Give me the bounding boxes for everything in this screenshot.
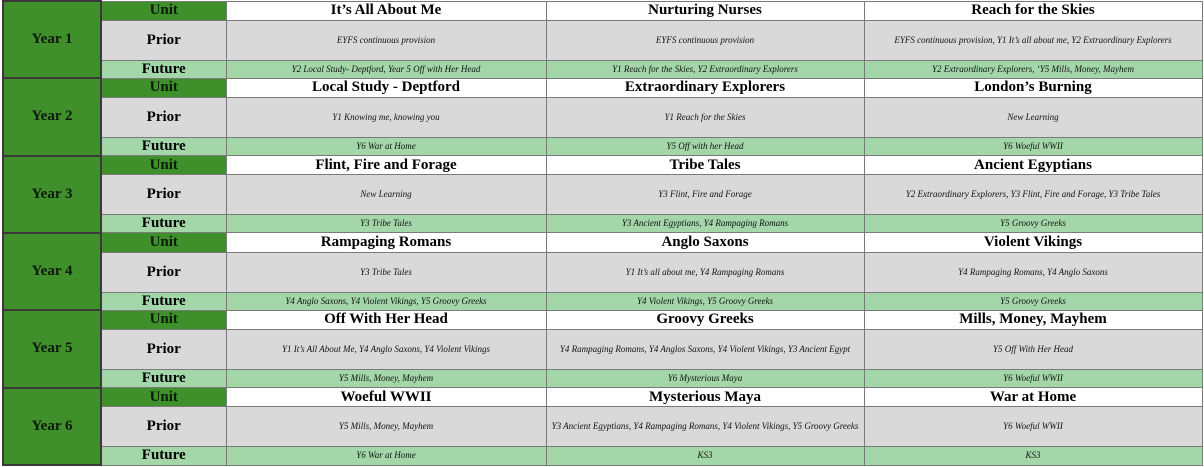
future-row-label: Future — [101, 215, 226, 233]
future-learning-cell: Y5 Off with her Head — [546, 138, 864, 156]
year-unit-row — [3, 310, 1202, 329]
prior-row-label: Prior — [101, 407, 226, 447]
future-row-label: Future — [101, 138, 226, 156]
unit-title: War at Home — [864, 388, 1202, 407]
year-label: Year 1 — [3, 1, 101, 78]
year-unit-row — [3, 233, 1202, 252]
future-learning-cell: Y6 War at Home — [226, 138, 546, 156]
year-label: Year 6 — [3, 388, 101, 465]
future-learning-cell: Y5 Mills, Money, Mayhem — [226, 370, 546, 388]
prior-learning-cell: Y2 Extraordinary Explorers, Y3 Flint, Fire and Forage, Y3 Tribe Tales — [864, 175, 1202, 215]
prior-learning-cell: Y1 It’s All About Me, Y4 Anglo Saxons, Y4 Violent Vikings — [226, 329, 546, 369]
future-learning-cell: Y6 Mysterious Maya — [546, 370, 864, 388]
prior-learning-cell: Y6 Woeful WWII — [864, 407, 1202, 447]
year-unit-row — [3, 388, 1202, 407]
year-label: Year 5 — [3, 310, 101, 387]
unit-title: Groovy Greeks — [546, 310, 864, 329]
prior-learning-cell: Y3 Tribe Tales — [226, 252, 546, 292]
year-label: Year 4 — [3, 233, 101, 310]
prior-learning-cell: EYFS continuous provision, Y1 It’s all about me, Y2 Extraordinary Explorers — [864, 20, 1202, 60]
future-row-label: Future — [101, 447, 226, 465]
year-future-row — [3, 60, 1202, 78]
prior-row-label: Prior — [101, 175, 226, 215]
prior-learning-cell: Y4 Rampaging Romans, Y4 Anglos Saxons, Y4 Violent Vikings, Y3 Ancient Egypt — [546, 329, 864, 369]
prior-learning-cell: Y4 Rampaging Romans, Y4 Anglo Saxons — [864, 252, 1202, 292]
year-prior-row — [3, 252, 1202, 292]
unit-title: Tribe Tales — [546, 156, 864, 175]
year-future-row — [3, 447, 1202, 465]
unit-title: Mysterious Maya — [546, 388, 864, 407]
unit-title: Off With Her Head — [226, 310, 546, 329]
unit-title: Local Study - Deptford — [226, 78, 546, 97]
prior-row-label: Prior — [101, 329, 226, 369]
future-row-label: Future — [101, 292, 226, 310]
year-prior-row — [3, 329, 1202, 369]
year-unit-row — [3, 78, 1202, 97]
year-prior-row — [3, 20, 1202, 60]
prior-row-label: Prior — [101, 252, 226, 292]
unit-title: It’s All About Me — [226, 1, 546, 20]
unit-row-label: Unit — [101, 78, 226, 97]
year-label: Year 3 — [3, 156, 101, 233]
unit-title: London’s Burning — [864, 78, 1202, 97]
future-learning-cell: Y5 Groovy Greeks — [864, 292, 1202, 310]
unit-title: Reach for the Skies — [864, 1, 1202, 20]
unit-title: Flint, Fire and Forage — [226, 156, 546, 175]
year-label: Year 2 — [3, 78, 101, 155]
curriculum-table-body — [3, 1, 1202, 465]
year-prior-row — [3, 175, 1202, 215]
unit-row-label: Unit — [101, 1, 226, 20]
unit-row-label: Unit — [101, 156, 226, 175]
year-future-row — [3, 138, 1202, 156]
unit-row-label: Unit — [101, 233, 226, 252]
prior-learning-cell: New Learning — [864, 97, 1202, 137]
year-future-row — [3, 370, 1202, 388]
future-row-label: Future — [101, 60, 226, 78]
future-learning-cell: Y2 Extraordinary Explorers, ‘Y5 Mills, Money, Mayhem — [864, 60, 1202, 78]
future-learning-cell: Y3 Ancient Egyptians, Y4 Rampaging Romans — [546, 215, 864, 233]
curriculum-table — [2, 0, 1203, 466]
year-unit-row — [3, 1, 1202, 20]
prior-learning-cell: Y1 Reach for the Skies — [546, 97, 864, 137]
future-learning-cell: Y2 Local Study- Deptford, Year 5 Off with Her Head — [226, 60, 546, 78]
prior-row-label: Prior — [101, 20, 226, 60]
future-learning-cell: KS3 — [864, 447, 1202, 465]
future-learning-cell: Y6 Woeful WWII — [864, 370, 1202, 388]
future-learning-cell: Y4 Violent Vikings, Y5 Groovy Greeks — [546, 292, 864, 310]
prior-learning-cell: New Learning — [226, 175, 546, 215]
prior-learning-cell: EYFS continuous provision — [546, 20, 864, 60]
unit-title: Anglo Saxons — [546, 233, 864, 252]
year-unit-row — [3, 156, 1202, 175]
unit-row-label: Unit — [101, 310, 226, 329]
year-future-row — [3, 215, 1202, 233]
prior-row-label: Prior — [101, 97, 226, 137]
future-learning-cell: Y4 Anglo Saxons, Y4 Violent Vikings, Y5 Groovy Greeks — [226, 292, 546, 310]
future-learning-cell: Y1 Reach for the Skies, Y2 Extraordinary Explorers — [546, 60, 864, 78]
future-learning-cell: Y3 Tribe Tales — [226, 215, 546, 233]
prior-learning-cell: Y1 It’s all about me, Y4 Rampaging Romans — [546, 252, 864, 292]
year-future-row — [3, 292, 1202, 310]
prior-learning-cell: Y5 Mills, Money, Mayhem — [226, 407, 546, 447]
year-prior-row — [3, 97, 1202, 137]
prior-learning-cell: EYFS continuous provision — [226, 20, 546, 60]
prior-learning-cell: Y3 Ancient Egyptians, Y4 Rampaging Romans, Y4 Violent Vikings, Y5 Groovy Greeks — [546, 407, 864, 447]
unit-title: Woeful WWII — [226, 388, 546, 407]
unit-title: Nurturing Nurses — [546, 1, 864, 20]
future-learning-cell: Y5 Groovy Greeks — [864, 215, 1202, 233]
unit-title: Extraordinary Explorers — [546, 78, 864, 97]
unit-title: Violent Vikings — [864, 233, 1202, 252]
unit-title: Ancient Egyptians — [864, 156, 1202, 175]
year-prior-row — [3, 407, 1202, 447]
prior-learning-cell: Y3 Flint, Fire and Forage — [546, 175, 864, 215]
unit-title: Rampaging Romans — [226, 233, 546, 252]
future-learning-cell: KS3 — [546, 447, 864, 465]
unit-title: Mills, Money, Mayhem — [864, 310, 1202, 329]
prior-learning-cell: Y5 Off With Her Head — [864, 329, 1202, 369]
future-learning-cell: Y6 Woeful WWII — [864, 138, 1202, 156]
unit-row-label: Unit — [101, 388, 226, 407]
prior-learning-cell: Y1 Knowing me, knowing you — [226, 97, 546, 137]
future-learning-cell: Y6 War at Home — [226, 447, 546, 465]
future-row-label: Future — [101, 370, 226, 388]
